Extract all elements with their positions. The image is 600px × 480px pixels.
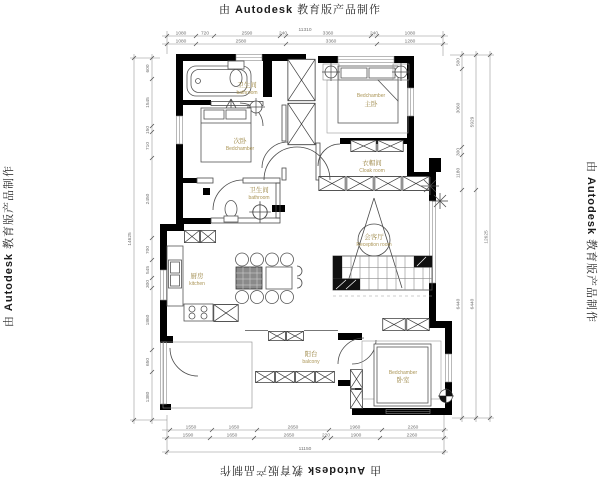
room-label-bathroom-top [236,80,257,96]
window [177,116,183,144]
tile-floor [333,256,432,296]
dim-value: 3060 [456,102,462,114]
dim-value: 1080 [175,39,187,45]
window [408,88,414,116]
door-arc [338,338,364,364]
dim-value: 240 [369,31,379,37]
dim-value: 2590 [241,31,253,37]
room-label-zh: 会客厅 [364,234,384,241]
room-label-en: kitchen [189,281,205,287]
room-label-en: Bedchamber [225,146,255,152]
dim-value: 600 [146,64,151,73]
dimension-top [162,27,448,56]
room-label-zh: 厨房 [190,273,204,280]
dim-value: 1545 [146,97,151,108]
window [161,270,167,300]
ceiling-fan-icon [322,63,340,81]
room-label-zh: 卫生间 [249,187,269,194]
room-label-zh: 卧室 [396,377,410,384]
door-arc [352,340,376,364]
room-label-en: bathroom [236,90,258,96]
dim-value: 150 [146,125,151,135]
dim-value: 6440 [470,298,476,310]
dim-value: 14625 [128,232,133,246]
room-label-kitchen [189,271,205,287]
watermark-text: 教育版产品制作 [585,239,597,324]
dim-value: 1080 [404,31,416,37]
dim-value: 545 [146,265,151,275]
dim-value: 11150 [298,447,312,452]
dim-value: 300 [456,147,462,157]
room-label-cloakroom [359,158,385,174]
door-arc [170,348,198,376]
watermark-text: 教育版产品制作 [3,164,15,249]
dining-set [236,253,303,304]
dim-value: 1860 [146,314,151,326]
watermark-brand: Autodesk [234,4,294,16]
dim-value: 2650 [283,433,295,439]
room-label-en: balcony [302,359,320,365]
window [161,342,167,404]
dim-value: 2260 [406,433,418,439]
dim-value: 700 [146,245,151,255]
room-label-living [356,232,391,248]
room-label-zh: 次卧 [233,138,247,145]
dimension-right [450,51,494,422]
room-label-zh: 衣帽间 [362,160,382,167]
dim-value: 1650 [228,425,240,431]
watermark-text: 由 [369,464,382,476]
window [446,354,452,382]
watermark-text: 由 [3,315,15,328]
dim-value: 11310 [298,28,312,33]
dim-value: 2450 [146,193,151,205]
dim-value: 2650 [287,425,299,431]
dim-value: 12625 [484,230,490,244]
stove [184,304,213,321]
room-label-balcony [302,349,320,365]
dim-value: 650 [146,357,151,367]
room-label-en: Bedchamber [388,370,418,376]
shower-head-icon [226,99,236,109]
dim-value: 1900 [350,433,362,439]
dim-value: 3360 [322,31,334,37]
watermark-brand: Autodesk [585,176,597,236]
dim-value: 1180 [456,167,462,179]
watermark-text: 由 [218,4,231,16]
window [338,57,394,63]
window [236,55,262,61]
room-label-zh: 阳台 [304,351,318,358]
dim-value: 2260 [407,425,419,431]
room-label-en: Reception room [356,242,392,248]
dim-value: 2580 [235,39,247,45]
toilet [224,201,238,223]
room-label-zh: 主卧 [364,101,378,108]
watermark-text: 教育版产品制作 [297,4,382,16]
window [430,201,436,283]
dim-value: 1960 [349,425,361,431]
watermark-text: 由 [585,160,597,173]
dim-value: 1550 [185,425,197,431]
dim-value: 220 [321,433,331,439]
room-label-en: Cloak room [359,168,385,174]
dim-value: 1590 [182,433,194,439]
room-label-bathroom-mid [248,185,269,201]
dim-value: 6440 [456,298,462,310]
dim-value: 710 [146,141,151,151]
dim-value: 1280 [404,39,416,45]
bed-secondary [201,108,251,162]
dim-value: 5929 [470,116,476,128]
watermark-brand: Autodesk [3,252,15,312]
dim-value: 500 [456,57,462,67]
watermark-brand: Autodesk [306,464,366,476]
dim-value: 1380 [146,391,151,403]
room-label-zh: 卫生间 [237,82,257,89]
dim-value: 300 [146,279,151,289]
dim-value: 3360 [325,39,337,45]
door-arc [318,144,340,166]
dim-value: 1080 [175,31,187,37]
kitchen-counter [167,246,183,306]
dim-value: 720 [200,31,210,37]
dim-value: 240 [278,31,288,37]
room-label-en: bathroom [248,195,270,201]
room-label-en: Bedchamber [356,93,386,99]
watermark-text: 教育版产品制作 [218,464,303,476]
dim-value: 1650 [226,433,238,439]
washbasin [249,201,271,223]
dimension-bottom [162,415,448,455]
